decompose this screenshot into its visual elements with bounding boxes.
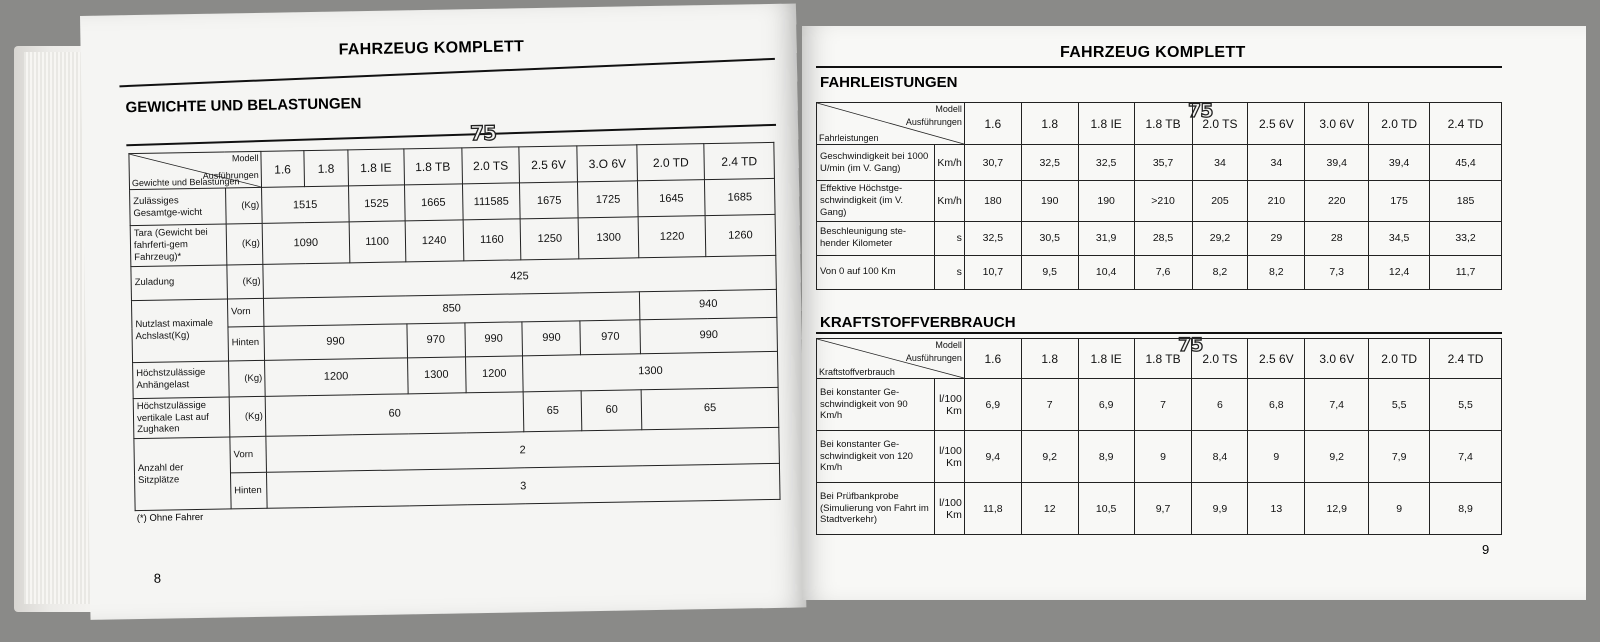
table-cell: 190: [1078, 181, 1134, 222]
model-header: 2.0 TS: [1192, 339, 1248, 379]
row-label: Effektive Höchstge-schwindigkeit (im V. Gang): [817, 181, 935, 222]
table-cell: 7,3: [1305, 255, 1369, 289]
table-cell: 8,9: [1430, 483, 1502, 535]
table-cell: 28,5: [1134, 221, 1192, 255]
left-page: [80, 4, 806, 620]
model-header: 2.0 TD: [1369, 339, 1430, 379]
row-unit: l/100 Km: [934, 483, 964, 535]
model-header: 1.8 TB: [403, 148, 462, 185]
section-title: GEWICHTE UND BELASTUNGEN: [125, 95, 362, 117]
table-row: Zulässiges Gesamtge-wicht (Kg) 1515 1525 1665 111585 1675 1725 1645 1685: [130, 178, 776, 225]
row-label: Geschwindigkeit bei 1000 U/min (im V. Gang): [817, 145, 935, 181]
table-cell: 12,9: [1305, 483, 1369, 535]
table-cell: 34: [1192, 145, 1248, 181]
table-cell: 30,5: [1021, 221, 1078, 255]
table-cell: 7: [1134, 379, 1192, 431]
row-label: Beschleunigung ste-hender Kilometer: [817, 221, 935, 255]
header-rule: [119, 58, 775, 87]
row-unit: s: [934, 255, 964, 289]
table-cell: 12,4: [1369, 255, 1430, 289]
table-cell: 175: [1369, 181, 1430, 222]
row-label: Bei konstanter Ge-schwindigkeit von 120 Km/h: [817, 431, 935, 483]
model-header: 3.O 6V: [577, 145, 637, 182]
table-cell: 29,2: [1192, 221, 1248, 255]
table-cell: 7,4: [1430, 431, 1502, 483]
table-cell: 7,6: [1134, 255, 1192, 289]
table-row: Nutzlast maximale Achslast(Kg) Vorn 850 940: [131, 289, 776, 328]
row-unit: l/100 Km: [934, 431, 964, 483]
model-header: 1.8 IE: [1078, 103, 1134, 145]
table-row: Hinten 990 970 990 990 970 990: [132, 317, 777, 362]
model-header: 1.6: [964, 103, 1021, 145]
section-rule: [816, 332, 1502, 334]
row-unit: Km/h: [934, 181, 964, 222]
table-cell: 220: [1305, 181, 1369, 222]
model-header: 2.5 6V: [1248, 103, 1305, 145]
fuel-table: [816, 338, 1502, 535]
row-unit: s: [934, 221, 964, 255]
table-cell: 8,9: [1078, 431, 1134, 483]
table-cell: 12: [1021, 483, 1078, 535]
table-cell: 13: [1248, 483, 1305, 535]
performance-table: [816, 102, 1502, 290]
table-cell: 39,4: [1369, 145, 1430, 181]
table-cell: 29: [1248, 221, 1305, 255]
table-cell: 34,5: [1369, 221, 1430, 255]
model-header: 3.0 6V: [1305, 103, 1369, 145]
table-cell: 9,2: [1305, 431, 1369, 483]
model-header: 1.6: [964, 339, 1021, 379]
model-header: 1.8: [1021, 339, 1078, 379]
footnote: (*) Ohne Fahrer: [136, 511, 204, 525]
table-cell: 7,4: [1305, 379, 1369, 431]
table-cell: 33,2: [1430, 221, 1502, 255]
table-cell: 30,7: [964, 145, 1021, 181]
model-header: 2.4 TD: [1430, 339, 1502, 379]
table-cell: 7,9: [1369, 431, 1430, 483]
table-cell: 6,9: [964, 379, 1021, 431]
table-row: Tara (Gewicht bei fahrferti-gem Fahrzeug)* (Kg) 1090 1100 1240 1160 1250 1300 1220 1260: [130, 214, 776, 266]
table-cell: 45,4: [1430, 145, 1502, 181]
model-header: 1.8 TB: [1134, 339, 1192, 379]
table-cell: 31,9: [1078, 221, 1134, 255]
model-header: 2.0 TD: [1369, 103, 1430, 145]
table-corner: Modell Ausführungen Kraftstoffverbrauch: [817, 339, 965, 379]
table-cell: 32,5: [964, 221, 1021, 255]
table-corner: Modell Ausführungen Gewichte und Belastungen: [129, 151, 262, 189]
model-header: 2.0 TS: [1192, 103, 1248, 145]
table-cell: 5,5: [1369, 379, 1430, 431]
model-header: 1.8 TB: [1134, 103, 1192, 145]
table-cell: 9,5: [1021, 255, 1078, 289]
table-cell: 8,2: [1192, 255, 1248, 289]
table-cell: 11,7: [1430, 255, 1502, 289]
table-row: Zuladung (Kg) 425: [131, 255, 776, 300]
weights-table: [128, 142, 780, 511]
table-cell: 180: [964, 181, 1021, 222]
table-cell: 10,4: [1078, 255, 1134, 289]
table-cell: 9: [1134, 431, 1192, 483]
table-cell: 185: [1430, 181, 1502, 222]
table-cell: 9,9: [1192, 483, 1248, 535]
table-cell: 28: [1305, 221, 1369, 255]
row-label: Bei konstanter Ge-schwindigkeit von 90 Km/h: [817, 379, 935, 431]
table-row: [817, 255, 1502, 289]
section-title: KRAFTSTOFFVERBRAUCH: [820, 314, 1016, 331]
model-header: 2.5 6V: [1248, 339, 1305, 379]
table-cell: 6,8: [1248, 379, 1305, 431]
model-header: 2.4 TD: [1430, 103, 1502, 145]
table-cell: 34: [1248, 145, 1305, 181]
model-75-logo: 75: [469, 120, 497, 146]
model-header: 1.8: [1021, 103, 1078, 145]
table-cell: 6: [1192, 379, 1248, 431]
page-number: 9: [1482, 542, 1490, 557]
model-75-logo: 75: [1188, 100, 1213, 122]
table-cell: 11,8: [964, 483, 1021, 535]
row-label: Von 0 auf 100 Km: [817, 255, 935, 289]
table-cell: 210: [1248, 181, 1305, 222]
table-row: [817, 483, 1502, 535]
table-cell: 10,7: [964, 255, 1021, 289]
table-cell: 7: [1021, 379, 1078, 431]
table-cell: 32,5: [1078, 145, 1134, 181]
page-number: 8: [153, 570, 162, 586]
table-cell: 6,9: [1078, 379, 1134, 431]
model-header: 1.6: [261, 151, 305, 188]
table-cell: 9,2: [1021, 431, 1078, 483]
table-row: [817, 221, 1502, 255]
table-row: Hinten 3: [135, 464, 781, 511]
model-header: 2.4 TD: [704, 142, 775, 179]
table-cell: 8,2: [1248, 255, 1305, 289]
table-cell: 9,7: [1134, 483, 1192, 535]
row-label: Bei Prüfbankprobe (Simulierung von Fahrt im Stadtverkehr): [817, 483, 935, 535]
table-row: [817, 379, 1502, 431]
page-header: FAHRZEUG KOMPLETT: [338, 38, 525, 59]
right-page: [802, 26, 1586, 600]
table-row: Höchstzulässige Anhängelast (Kg) 1200 1300 1200 1300: [133, 351, 779, 398]
table-cell: 205: [1192, 181, 1248, 222]
table-cell: 10,5: [1078, 483, 1134, 535]
table-cell: 35,7: [1134, 145, 1192, 181]
page-header: FAHRZEUG KOMPLETT: [1060, 44, 1246, 61]
section-title: FAHRLEISTUNGEN: [820, 74, 958, 91]
table-cell: 32,5: [1021, 145, 1078, 181]
header-rule: [816, 66, 1502, 68]
table-cell: 9: [1369, 483, 1430, 535]
table-row: [817, 181, 1502, 222]
table-cell: >210: [1134, 181, 1192, 222]
table-corner: Modell Ausführungen Fahrleistungen: [817, 103, 965, 145]
model-75-logo: 75: [1178, 334, 1203, 356]
model-header: 2.0 TS: [461, 147, 520, 184]
model-header: 3.0 6V: [1305, 339, 1369, 379]
table-row: Anzahl der Sitzplätze Vorn 2: [134, 428, 780, 475]
table-row: [817, 145, 1502, 181]
table-row: [817, 431, 1502, 483]
table-cell: 5,5: [1430, 379, 1502, 431]
table-cell: 39,4: [1305, 145, 1369, 181]
table-cell: 9: [1248, 431, 1305, 483]
table-cell: 9,4: [964, 431, 1021, 483]
table-row: Höchstzulässige vertikale Last auf Zughaken (Kg) 60 65 60 65: [133, 387, 779, 439]
model-header: 1.8 IE: [1078, 339, 1134, 379]
row-unit: Km/h: [934, 145, 964, 181]
table-cell: 8,4: [1192, 431, 1248, 483]
model-header: 2.5 6V: [519, 146, 578, 183]
model-header: 1.8: [304, 150, 349, 187]
table-cell: 190: [1021, 181, 1078, 222]
row-unit: l/100 Km: [934, 379, 964, 431]
model-header: 2.0 TD: [637, 144, 704, 181]
model-header: 1.8 IE: [348, 149, 405, 186]
